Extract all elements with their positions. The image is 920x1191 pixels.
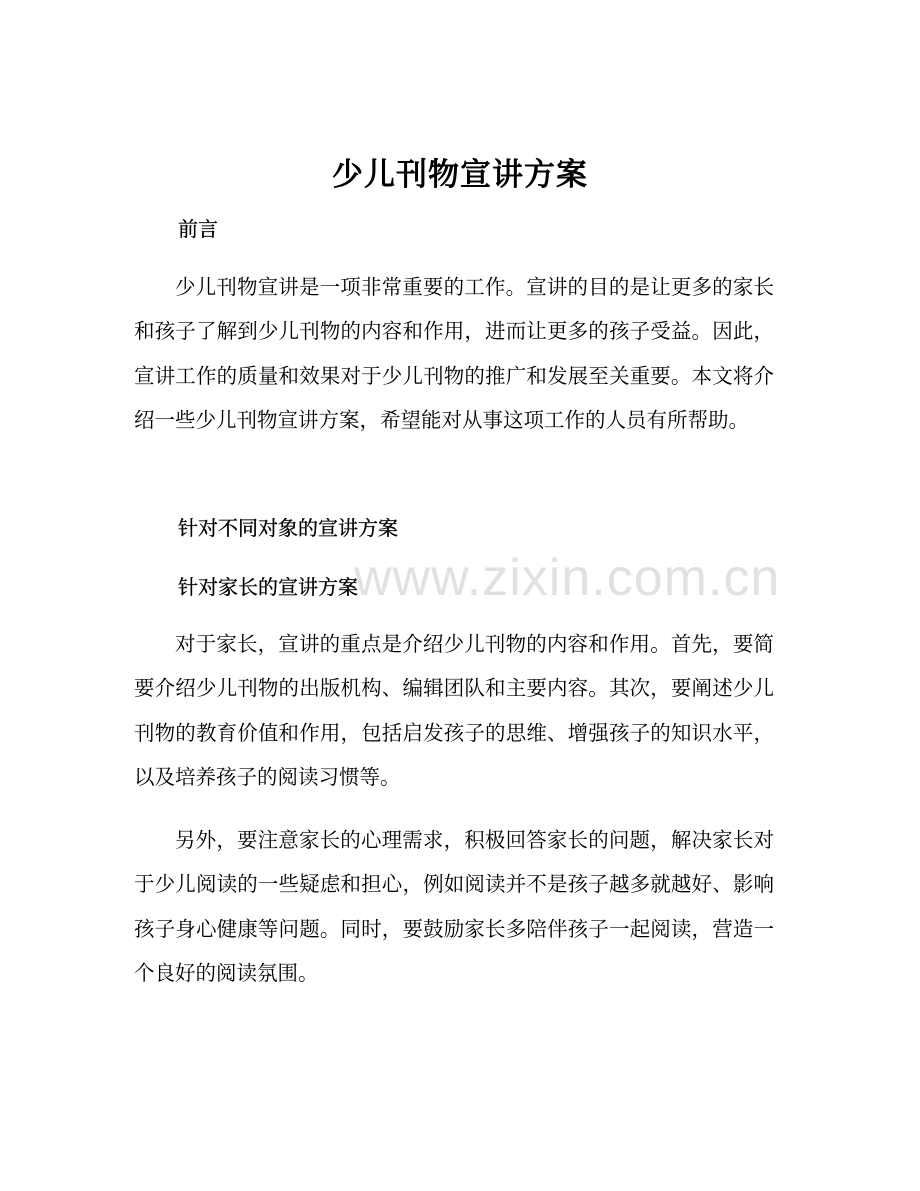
preface-paragraph: 少儿刊物宣讲是一项非常重要的工作。宣讲的目的是让更多的家长和孩子了解到少儿刊物的内容和作用，进而让更多的孩子受益。因此，宣讲工作的质量和效果对于少儿刊物的推广和发展至关重要。本文将介绍一些少儿刊物宣讲方案，希望能对从事这项工作的人员有所帮助。 xyxy=(134,275,774,433)
parent-paragraph-2: 另外，要注意家长的心理需求，积极回答家长的问题，解决家长对于少儿阅读的一些疑虑和担心，例如阅读并不是孩子越多就越好、影响孩子身心健康等问题。同时，要鼓励家长多陪伴孩子一起阅读，营造一个良好的阅读氛围。 xyxy=(134,828,774,986)
parent-paragraph-1: 对于家长，宣讲的重点是介绍少儿刊物的内容和作用。首先，要简要介绍少儿刊物的出版机构、编辑团队和主要内容。其次，要阐述少儿刊物的教育价值和作用，包括启发孩子的思维、增强孩子的知识水平，以及培养孩子的阅读习惯等。 xyxy=(134,632,774,790)
section-heading: 针对不同对象的宣讲方案 xyxy=(178,516,398,540)
document-title: 少儿刊物宣讲方案 xyxy=(332,157,588,193)
preface-heading: 前言 xyxy=(178,217,218,241)
watermark-text: www.zixin.com.cn xyxy=(354,549,781,607)
subsection-heading: 针对家长的宣讲方案 xyxy=(178,575,358,599)
